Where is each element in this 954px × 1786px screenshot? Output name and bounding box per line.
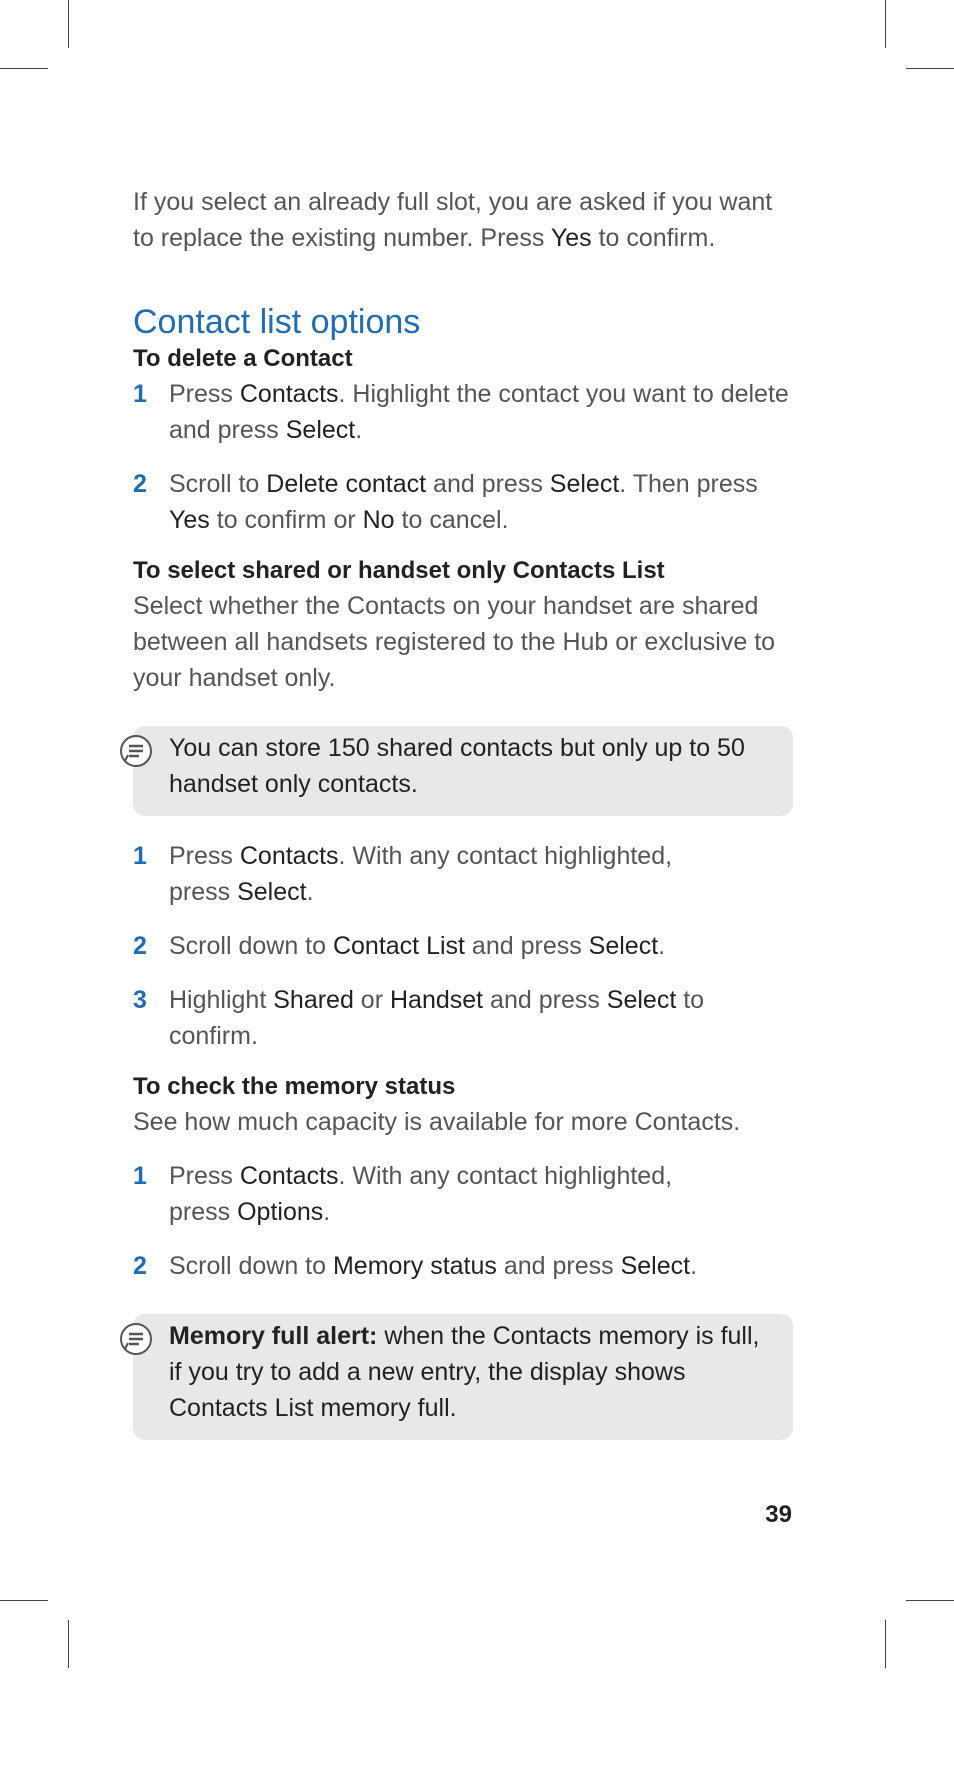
list-item: 2 Scroll to Delete contact and press Select. Then press Yes to confirm or No to cancel. <box>133 466 793 538</box>
page-number: 39 <box>765 1501 792 1528</box>
intro-paragraph: If you select an already full slot, you are asked if you want to replace the existing number. Press Yes to confirm. <box>133 188 773 252</box>
note-icon <box>119 734 153 768</box>
shared-description: Select whether the Contacts on your handset are shared between all handsets registered to the Hub or exclusive to your handset only. <box>133 592 776 692</box>
memory-steps <box>133 1158 793 1284</box>
note-text: when the Contacts memory is full, if you try to add a new entry, the display shows Contacts List memory full. <box>169 1322 760 1422</box>
list-item: 2 Scroll down to Contact List and press Select. <box>133 928 793 964</box>
memory-description: See how much capacity is available for more Contacts. <box>133 1108 741 1136</box>
delete-steps <box>133 376 793 538</box>
subheading-memory-status: To check the memory status <box>133 1073 456 1100</box>
subheading-shared-contacts: To select shared or handset only Contacts List <box>133 557 665 584</box>
crop-mark-top-left-v <box>68 0 69 48</box>
step-number: 2 <box>133 932 147 960</box>
note-bold-label: Memory full alert: <box>169 1322 378 1350</box>
crop-mark-bottom-right-v <box>885 1620 886 1668</box>
step-number: 2 <box>133 1252 147 1280</box>
note-text: You can store 150 shared contacts but only up to 50 handset only contacts. <box>169 734 745 798</box>
subheading-delete-contact: To delete a Contact <box>133 345 353 372</box>
crop-mark-top-left-h <box>0 68 48 69</box>
page-content <box>133 184 793 1440</box>
step-number: 2 <box>133 470 147 498</box>
list-item: 2 Scroll down to Memory status and press Select. <box>133 1248 793 1284</box>
step-number: 3 <box>133 986 147 1014</box>
note-box-memory-full <box>133 1314 793 1440</box>
list-item: 1 Press Contacts. With any contact highlighted, press Options. <box>133 1158 793 1230</box>
crop-mark-top-right-h <box>906 68 954 69</box>
crop-mark-top-right-v <box>885 0 886 48</box>
step-number: 1 <box>133 842 147 870</box>
crop-mark-bottom-left-h <box>0 1600 48 1601</box>
step-number: 1 <box>133 1162 147 1190</box>
crop-mark-bottom-right-h <box>906 1600 954 1601</box>
list-item: 1 Press Contacts. With any contact highlighted, press Select. <box>133 838 793 910</box>
list-item: 1 Press Contacts. Highlight the contact you want to delete and press Select. <box>133 376 793 448</box>
section-heading: Contact list options <box>133 303 421 341</box>
step-number: 1 <box>133 380 147 408</box>
list-item: 3 Highlight Shared or Handset and press Select to confirm. <box>133 982 793 1054</box>
note-icon <box>119 1322 153 1356</box>
crop-mark-bottom-left-v <box>68 1620 69 1668</box>
shared-steps <box>133 838 793 1054</box>
note-box-shared <box>133 726 793 816</box>
